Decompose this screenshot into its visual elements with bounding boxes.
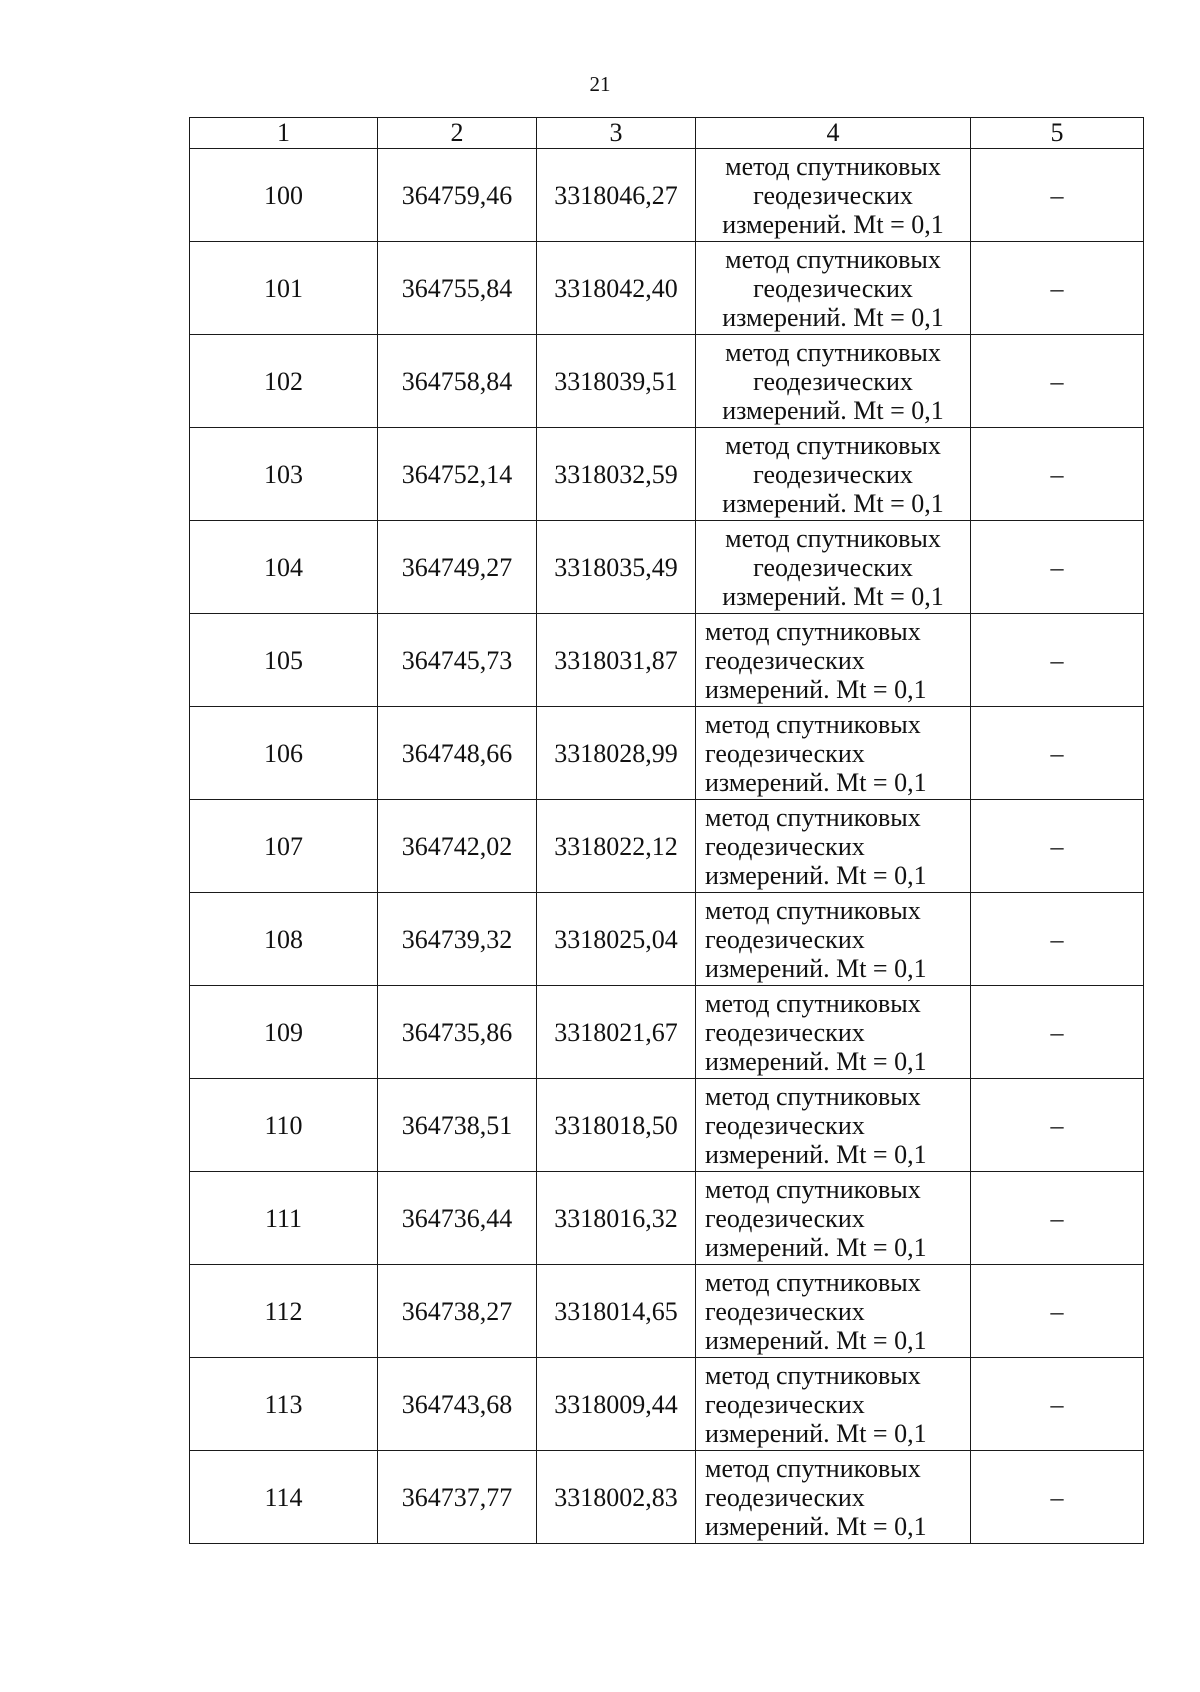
note-cell: – <box>971 1172 1144 1265</box>
method-description-line: измерений. Mt = 0,1 <box>722 581 944 611</box>
method-description-line: метод спутниковых <box>705 616 921 646</box>
y-coordinate-cell: 3318016,32 <box>537 1172 696 1265</box>
x-coordinate-cell: 364735,86 <box>378 986 537 1079</box>
method-description-line: геодезических <box>705 1110 865 1140</box>
method-description-line: геодезических <box>705 738 865 768</box>
point-number-cell: 100 <box>190 149 378 242</box>
method-description-line: измерений. Mt = 0,1 <box>722 488 944 518</box>
page-number: 21 <box>589 72 611 96</box>
method-description-cell <box>696 1079 971 1172</box>
column-header-2: 2 <box>378 118 537 149</box>
table-header <box>190 118 1144 149</box>
method-description-line: геодезических <box>705 1482 865 1512</box>
method-description-line: измерений. Mt = 0,1 <box>722 302 944 332</box>
method-description-cell <box>696 707 971 800</box>
x-coordinate-cell: 364748,66 <box>378 707 537 800</box>
point-number-cell: 106 <box>190 707 378 800</box>
point-number-cell: 113 <box>190 1358 378 1451</box>
method-description-cell <box>696 1172 971 1265</box>
x-coordinate-cell: 364739,32 <box>378 893 537 986</box>
method-description-cell <box>696 1451 971 1544</box>
method-description-line: метод спутниковых <box>705 802 921 832</box>
table-row <box>190 707 1144 800</box>
note-cell: – <box>971 335 1144 428</box>
method-description-line: геодезических <box>705 1389 865 1419</box>
table-row <box>190 521 1144 614</box>
method-description-line: геодезических <box>705 1296 865 1326</box>
note-cell: – <box>971 1265 1144 1358</box>
x-coordinate-cell: 364755,84 <box>378 242 537 335</box>
y-coordinate-cell: 3318025,04 <box>537 893 696 986</box>
method-description-line: измерений. Mt = 0,1 <box>705 1046 927 1076</box>
method-description-line: метод спутниковых <box>725 151 941 181</box>
table-row <box>190 893 1144 986</box>
y-coordinate-cell: 3318039,51 <box>537 335 696 428</box>
y-coordinate-cell: 3318018,50 <box>537 1079 696 1172</box>
point-number-cell: 111 <box>190 1172 378 1265</box>
method-description-line: геодезических <box>705 924 865 954</box>
note-cell: – <box>971 986 1144 1079</box>
x-coordinate-cell: 364752,14 <box>378 428 537 521</box>
note-cell: – <box>971 800 1144 893</box>
note-cell: – <box>971 707 1144 800</box>
table-row <box>190 614 1144 707</box>
x-coordinate-cell: 364749,27 <box>378 521 537 614</box>
method-description-cell <box>696 893 971 986</box>
table-row <box>190 335 1144 428</box>
y-coordinate-cell: 3318042,40 <box>537 242 696 335</box>
method-description-line: измерений. Mt = 0,1 <box>705 674 927 704</box>
method-description-line: метод спутниковых <box>725 430 941 460</box>
method-description-line: метод спутниковых <box>725 244 941 274</box>
method-description-cell <box>696 614 971 707</box>
method-description-cell <box>696 800 971 893</box>
point-number-cell: 112 <box>190 1265 378 1358</box>
method-description-line: измерений. Mt = 0,1 <box>705 1139 927 1169</box>
note-cell: – <box>971 521 1144 614</box>
note-cell: – <box>971 149 1144 242</box>
table-body <box>190 149 1144 1544</box>
column-header-5: 5 <box>971 118 1144 149</box>
table-row <box>190 986 1144 1079</box>
method-description-line: метод спутниковых <box>705 895 921 925</box>
x-coordinate-cell: 364737,77 <box>378 1451 537 1544</box>
x-coordinate-cell: 364758,84 <box>378 335 537 428</box>
table-row <box>190 149 1144 242</box>
method-description-line: геодезических <box>753 180 913 210</box>
note-cell: – <box>971 614 1144 707</box>
method-description-line: геодезических <box>705 1203 865 1233</box>
x-coordinate-cell: 364738,51 <box>378 1079 537 1172</box>
point-number-cell: 102 <box>190 335 378 428</box>
method-description-cell <box>696 1265 971 1358</box>
table-row <box>190 1358 1144 1451</box>
method-description-cell <box>696 986 971 1079</box>
method-description-line: метод спутниковых <box>705 988 921 1018</box>
y-coordinate-cell: 3318014,65 <box>537 1265 696 1358</box>
method-description-cell <box>696 149 971 242</box>
column-header-3: 3 <box>537 118 696 149</box>
table-row <box>190 1172 1144 1265</box>
point-number-cell: 104 <box>190 521 378 614</box>
method-description-line: измерений. Mt = 0,1 <box>705 1511 927 1541</box>
method-description-cell <box>696 1358 971 1451</box>
table-row <box>190 800 1144 893</box>
point-number-cell: 109 <box>190 986 378 1079</box>
x-coordinate-cell: 364745,73 <box>378 614 537 707</box>
method-description-cell <box>696 335 971 428</box>
y-coordinate-cell: 3318031,87 <box>537 614 696 707</box>
method-description-line: геодезических <box>705 645 865 675</box>
table-row <box>190 1265 1144 1358</box>
method-description-line: метод спутниковых <box>705 1081 921 1111</box>
x-coordinate-cell: 364759,46 <box>378 149 537 242</box>
method-description-line: метод спутниковых <box>705 1267 921 1297</box>
method-description-line: геодезических <box>753 459 913 489</box>
note-cell: – <box>971 1451 1144 1544</box>
method-description-line: геодезических <box>753 366 913 396</box>
note-cell: – <box>971 1358 1144 1451</box>
method-description-line: метод спутниковых <box>705 709 921 739</box>
table-row <box>190 1451 1144 1544</box>
point-number-cell: 114 <box>190 1451 378 1544</box>
x-coordinate-cell: 364742,02 <box>378 800 537 893</box>
method-description-line: измерений. Mt = 0,1 <box>705 1325 927 1355</box>
y-coordinate-cell: 3318032,59 <box>537 428 696 521</box>
x-coordinate-cell: 364738,27 <box>378 1265 537 1358</box>
note-cell: – <box>971 242 1144 335</box>
y-coordinate-cell: 3318028,99 <box>537 707 696 800</box>
table-row <box>190 1079 1144 1172</box>
method-description-line: метод спутниковых <box>705 1453 921 1483</box>
note-cell: – <box>971 893 1144 986</box>
point-number-cell: 101 <box>190 242 378 335</box>
method-description-line: метод спутниковых <box>725 523 941 553</box>
method-description-line: измерений. Mt = 0,1 <box>705 860 927 890</box>
y-coordinate-cell: 3318002,83 <box>537 1451 696 1544</box>
method-description-line: метод спутниковых <box>705 1174 921 1204</box>
point-number-cell: 110 <box>190 1079 378 1172</box>
point-number-cell: 108 <box>190 893 378 986</box>
method-description-line: геодезических <box>753 552 913 582</box>
column-header-1: 1 <box>190 118 378 149</box>
method-description-line: измерений. Mt = 0,1 <box>705 953 927 983</box>
point-number-cell: 103 <box>190 428 378 521</box>
note-cell: – <box>971 428 1144 521</box>
method-description-line: метод спутниковых <box>705 1360 921 1390</box>
table-row <box>190 242 1144 335</box>
header-row <box>190 118 1144 149</box>
method-description-line: геодезических <box>753 273 913 303</box>
y-coordinate-cell: 3318009,44 <box>537 1358 696 1451</box>
method-description-line: измерений. Mt = 0,1 <box>722 209 944 239</box>
method-description-line: измерений. Mt = 0,1 <box>705 767 927 797</box>
method-description-line: геодезических <box>705 831 865 861</box>
method-description-line: измерений. Mt = 0,1 <box>722 395 944 425</box>
method-description-line: измерений. Mt = 0,1 <box>705 1418 927 1448</box>
method-description-cell <box>696 428 971 521</box>
x-coordinate-cell: 364743,68 <box>378 1358 537 1451</box>
y-coordinate-cell: 3318035,49 <box>537 521 696 614</box>
method-description-cell <box>696 521 971 614</box>
y-coordinate-cell: 3318022,12 <box>537 800 696 893</box>
method-description-cell <box>696 242 971 335</box>
coordinates-table <box>189 117 1144 1544</box>
point-number-cell: 105 <box>190 614 378 707</box>
column-header-4: 4 <box>696 118 971 149</box>
y-coordinate-cell: 3318046,27 <box>537 149 696 242</box>
note-cell: – <box>971 1079 1144 1172</box>
point-number-cell: 107 <box>190 800 378 893</box>
method-description-line: геодезических <box>705 1017 865 1047</box>
x-coordinate-cell: 364736,44 <box>378 1172 537 1265</box>
table-row <box>190 428 1144 521</box>
y-coordinate-cell: 3318021,67 <box>537 986 696 1079</box>
method-description-line: измерений. Mt = 0,1 <box>705 1232 927 1262</box>
method-description-line: метод спутниковых <box>725 337 941 367</box>
